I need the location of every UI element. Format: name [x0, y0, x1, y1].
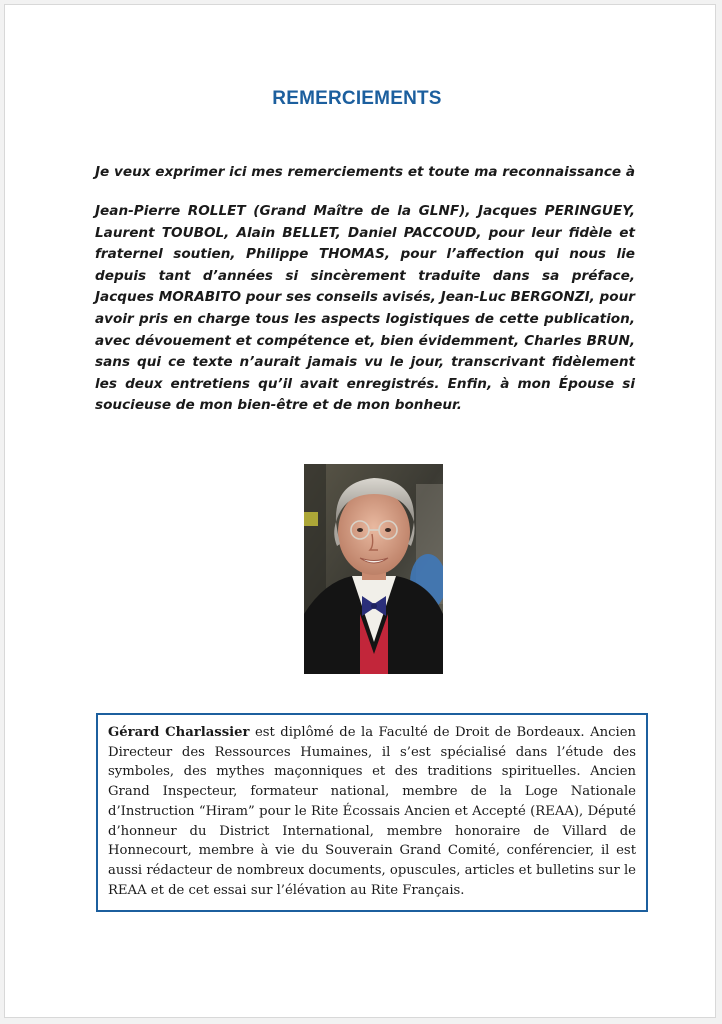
intro-line: Je veux exprimer ici mes remerciements et toute ma reconnaissance à: [95, 164, 636, 180]
author-portrait: [304, 464, 443, 674]
thanks-paragraph: Jean-Pierre ROLLET (Grand Maître de la GLNF), Jacques PERINGUEY, Laurent TOUBOL, Alain BELLET, Daniel PACCOUD, pour leur fidèle et fraternel soutien, Philippe THOMAS, pour l’affection qui nous lie depuis tant d’années si sincèrement traduite dans sa préface, Jacques MORABITO pour ses conseils avisés, Jean-Luc BERGONZI, pour avoir pris en charge tous les aspects logistiques de cette publication, avec dévouement et compétence et, bien évidemment, Charles BRUN, sans qui ce texte n’aurait jamais vu le jour, transcrivant fidèlement les deux entretiens qu’il avait enregistrés. Enfin, à mon Épouse si soucieuse de mon bien-être et de mon bonheur.: [95, 203, 635, 414]
author-name: Gérard Charlassier: [108, 725, 250, 740]
author-bio-box: [96, 713, 648, 912]
page-title: REMERCIEMENTS: [272, 88, 442, 109]
author-bio: [108, 723, 636, 900]
author-bio-text: est diplômé de la Faculté de Droit de Bordeaux. Ancien Directeur des Ressources Humaines, il s’est spécialisé dans l’étude des symboles, des mythes maçonniques et des traditions spirituelles. Ancien Grand Inspecteur, formateur national, membre de la Loge Nationale d’Instruction “Hiram” pour le Rite Écossais Ancien et Accepté (REAA), Député d’honneur du District International, membre honoraire de Villard de Honnecourt, membre à vie du Souverain Grand Comité, conférencier, il est aussi rédacteur de nombreux documents, opuscules, articles et bulletins sur le REAA et de cet essai sur l’élévation au Rite Français.: [108, 725, 636, 898]
